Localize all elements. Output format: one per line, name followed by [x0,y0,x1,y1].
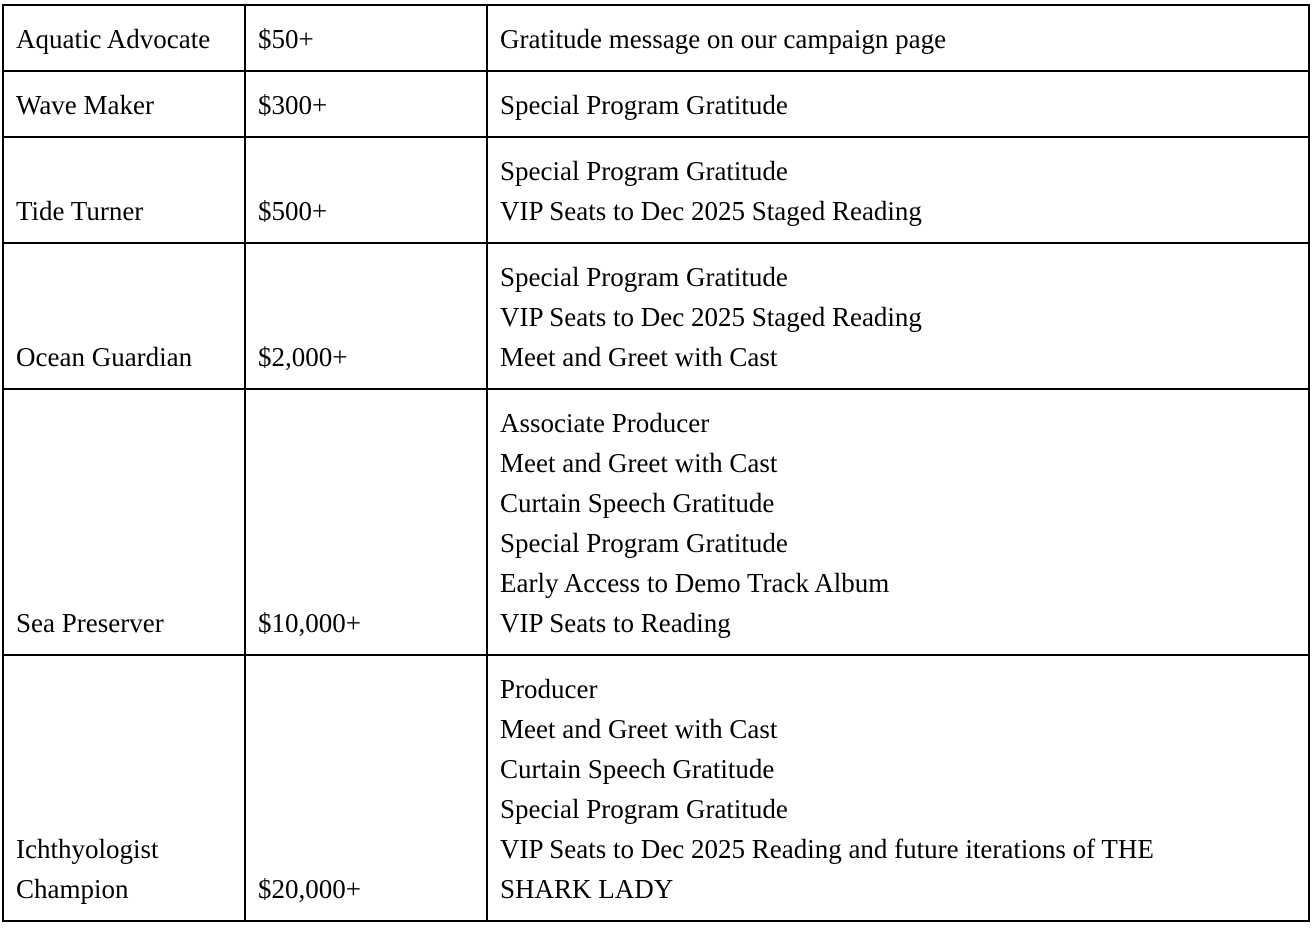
benefit-item: Meet and Greet with Cast [500,448,778,478]
table-row [3,243,1309,389]
benefit-item: Special Program Gratitude [500,262,788,292]
tier-name [3,243,245,389]
table-row [3,137,1309,243]
benefit-item: Curtain Speech Gratitude [500,488,775,518]
tier-benefits [487,389,1309,655]
tier-amount-text: $10,000+ [258,608,361,638]
benefit-item: Curtain Speech Gratitude [500,754,775,784]
tier-name [3,5,245,71]
tier-benefits [487,655,1309,921]
tier-amount-text: $50+ [258,24,314,54]
tier-amount-text: $500+ [258,196,328,226]
tier-amount [245,137,487,243]
tier-benefits [487,5,1309,71]
tier-amount [245,243,487,389]
benefit-item: VIP Seats to Dec 2025 Staged Reading [500,196,922,226]
tier-amount [245,389,487,655]
benefit-item: Meet and Greet with Cast [500,714,778,744]
benefit-item: Early Access to Demo Track Album [500,568,890,598]
tier-amount-text: $300+ [258,90,328,120]
benefit-item: Gratitude message on our campaign page [500,24,947,54]
tier-name-line: Champion [16,874,129,904]
tier-name-text: Ocean Guardian [16,342,193,372]
donation-tiers-table [2,4,1310,922]
tier-name [3,655,245,921]
tier-amount [245,655,487,921]
tier-name-text: Wave Maker [16,90,155,120]
benefit-item: Special Program Gratitude [500,156,788,186]
tier-name-text: Tide Turner [16,196,144,226]
tier-name-text: Sea Preserver [16,608,164,638]
tier-benefits [487,243,1309,389]
benefit-item: Special Program Gratitude [500,90,788,120]
benefit-item: Special Program Gratitude [500,794,788,824]
benefit-item: Producer [500,674,598,704]
table-row [3,71,1309,137]
benefit-item: Associate Producer [500,408,710,438]
benefit-item: Special Program Gratitude [500,528,788,558]
tier-amount [245,5,487,71]
benefit-item: VIP Seats to Dec 2025 Reading and future iterations of THE [500,834,1154,864]
benefit-item: VIP Seats to Reading [500,608,731,638]
tier-amount [245,71,487,137]
tier-benefits [487,71,1309,137]
tier-name [3,71,245,137]
benefit-item: Meet and Greet with Cast [500,342,778,372]
tier-name-line: Ichthyologist [16,834,159,864]
table-row [3,5,1309,71]
benefit-item: VIP Seats to Dec 2025 Staged Reading [500,302,922,332]
tier-benefits [487,137,1309,243]
benefit-item: SHARK LADY [500,874,674,904]
tier-amount-text: $20,000+ [258,874,361,904]
tier-name-text: Aquatic Advocate [16,24,211,54]
tier-name [3,389,245,655]
table-row [3,655,1309,921]
table-row [3,389,1309,655]
tier-name [3,137,245,243]
tier-amount-text: $2,000+ [258,342,348,372]
